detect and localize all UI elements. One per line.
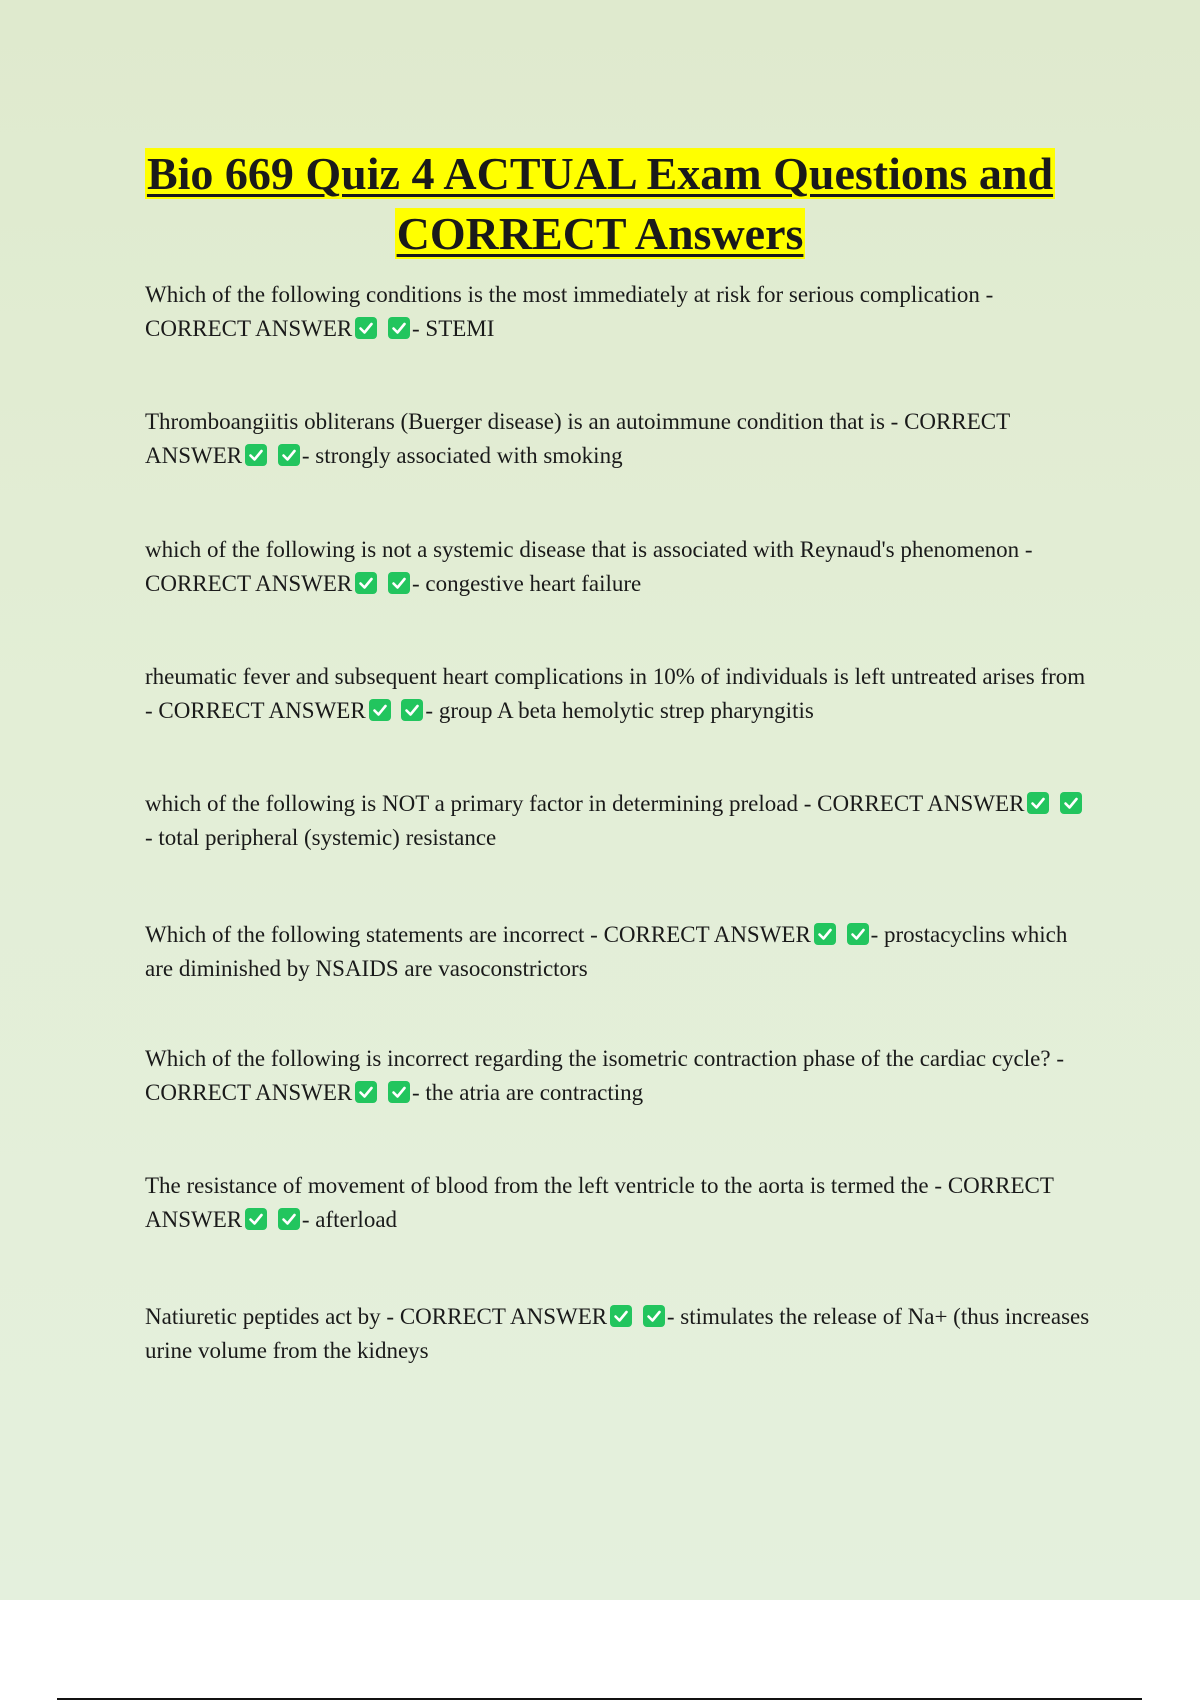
question-text: Natiuretic peptides act by [145,1304,381,1329]
check-mark-button-icon [355,572,377,594]
answer-marker: CORRECT ANSWER [145,1173,1054,1232]
answer-text: afterload [315,1207,398,1232]
answer-text: congestive heart failure [425,571,642,596]
check-mark-button-icon [278,444,300,466]
answer-marker: CORRECT ANSWER [145,1080,353,1105]
check-mark-button-icon [388,572,410,594]
answer-text: prostacyclins which are diminished by NSAIDS are vasoconstrictors [145,922,1068,981]
check-mark-button-icon [245,1208,267,1230]
check-mark-button-icon [610,1305,632,1327]
answer-marker: CORRECT ANSWER [399,1304,608,1329]
answer-text: the atria are contracting [425,1080,644,1105]
question-text: which of the following is not a systemic disease that is associated with Reynaud's phenomenon [145,537,1020,562]
question-text: The resistance of movement of blood from the left ventricle to the aorta is termed the [145,1173,929,1198]
check-mark-button-icon [1027,792,1049,814]
question-text: Which of the following conditions is the most immediately at risk for serious complication [145,282,980,307]
check-mark-button-icon [847,923,869,945]
qa-item: Which of the following conditions is the most immediately at risk for serious complication - CORRECT ANSWER - STEMI [145,282,994,341]
answer-marker: CORRECT ANSWER [145,409,1010,468]
answer-text: strongly associated with smoking [315,443,623,468]
qa-item: Which of the following is incorrect regarding the isometric contraction phase of the cardiac cycle? - CORRECT ANSWER - the atria are contracting [145,1046,1064,1105]
check-mark-button-icon [355,317,377,339]
answer-marker: CORRECT ANSWER [158,698,366,723]
answer-text: stimulates the release of Na+ (thus increases urine volume from the kidneys [145,1304,1090,1363]
check-mark-button-icon [814,923,836,945]
check-mark-button-icon [245,444,267,466]
document-title-text: Bio 669 Quiz 4 ACTUAL Exam Questions and CORRECT Answers [146,148,1054,259]
check-mark-button-icon [355,1081,377,1103]
question-text: which of the following is NOT a primary factor in determining preload [145,791,798,816]
qa-item: Which of the following statements are incorrect - CORRECT ANSWER - prostacyclins which are diminished by NSAIDS are vasoconstrictors [145,922,1068,981]
qa-item: which of the following is NOT a primary factor in determining preload - CORRECT ANSWER - total peripheral (systemic) resistance [145,787,1090,855]
qa-item: Natiuretic peptides act by - CORRECT ANSWER - stimulates the release of Na+ (thus increases urine volume from the kidneys [145,1304,1090,1363]
qa-item: rheumatic fever and subsequent heart complications in 10% of individuals is left untreated arises from - CORRECT ANSWER - group A beta hemolytic strep pharyngitis [145,664,1086,723]
answer-marker: CORRECT ANSWER [145,316,353,341]
answer-marker: CORRECT ANSWER [603,922,811,947]
qa-item: Thromboangiitis obliterans (Buerger disease) is an autoimmune condition that is - CORRECT ANSWER - strongly associated with smoking [145,409,1010,468]
answer-text: group A beta hemolytic strep pharyngitis [438,698,814,723]
check-mark-button-icon [388,317,410,339]
check-mark-button-icon [401,699,423,721]
answer-text: STEMI [425,316,495,341]
answer-marker: CORRECT ANSWER [817,791,1025,816]
check-mark-button-icon [643,1305,665,1327]
question-text: Thromboangiitis obliterans (Buerger disease) is an autoimmune condition that is [145,409,885,434]
question-text: rheumatic fever and subsequent heart complications in 10% of individuals is left untreated arises from [145,664,1086,689]
check-mark-button-icon [1060,792,1082,814]
qa-item: The resistance of movement of blood from the left ventricle to the aorta is termed the - CORRECT ANSWER - afterload [145,1173,1054,1232]
check-mark-button-icon [369,699,391,721]
qa-item: which of the following is not a systemic disease that is associated with Reynaud's phenomenon - CORRECT ANSWER - congestive heart failure [145,537,1033,596]
check-mark-button-icon [388,1081,410,1103]
answer-text: total peripheral (systemic) resistance [158,825,497,850]
document-title [100,144,1100,264]
answer-marker: CORRECT ANSWER [145,571,353,596]
question-text: Which of the following is incorrect regarding the isometric contraction phase of the cardiac cycle? [145,1046,1051,1071]
check-mark-button-icon [278,1208,300,1230]
question-text: Which of the following statements are incorrect [145,922,585,947]
